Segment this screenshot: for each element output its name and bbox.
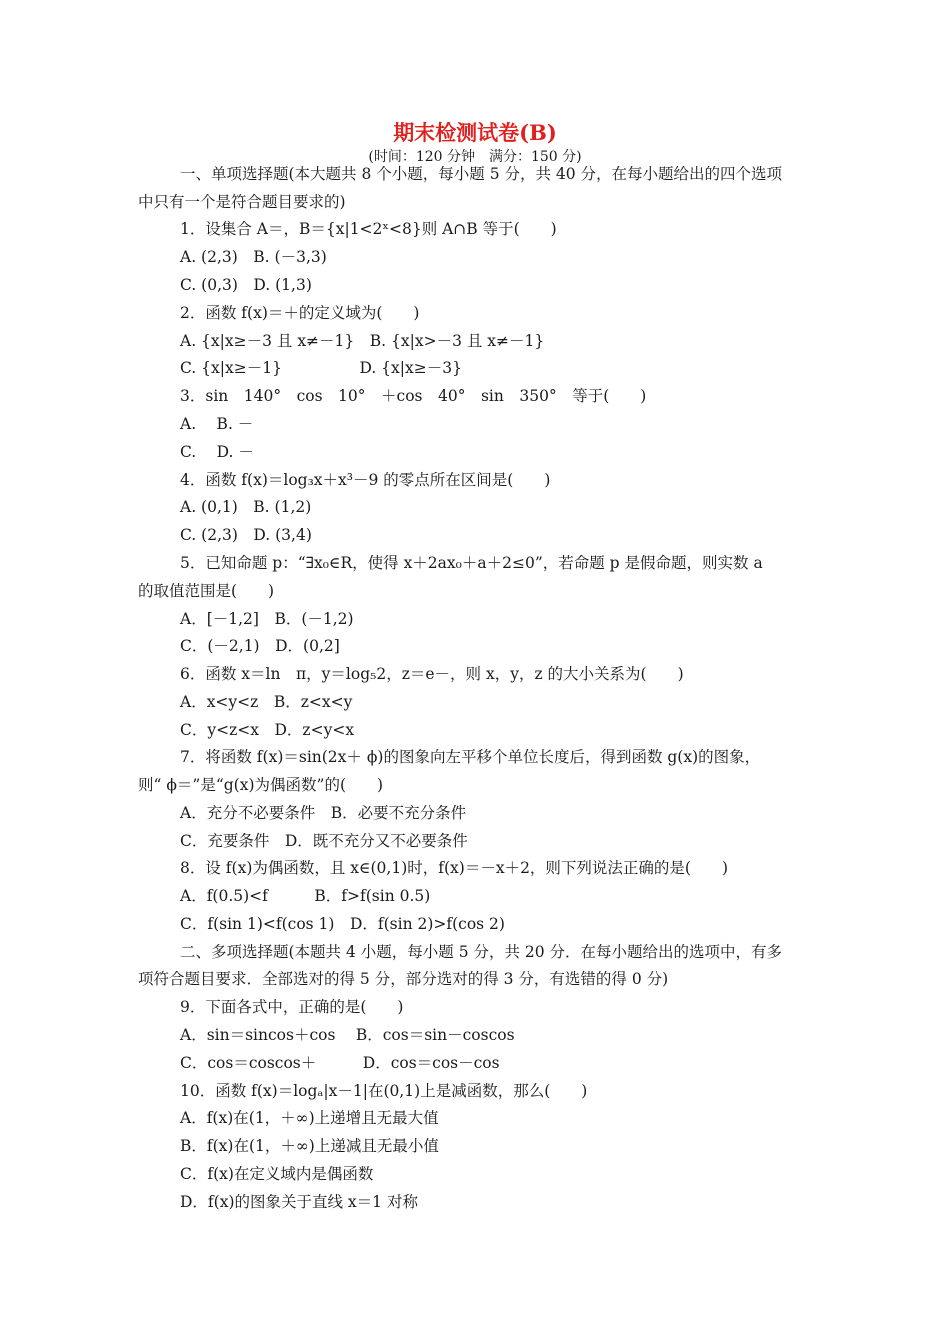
question-3: 3．sin 140° cos 10° ＋cos 40° sin 350° 等于( ) — [180, 387, 647, 405]
q8-options-ab: A．f(0.5)<f B．f>f(sin 0.5) — [180, 887, 431, 905]
question-9: 9．下面各式中，正确的是( ) — [180, 998, 404, 1016]
q3-options-ab: A. B. － — [180, 415, 254, 433]
section-two-heading-cont: 项符合题目要求．全部选对的得 5 分，部分选对的得 3 分，有选错的得 0 分) — [138, 970, 669, 988]
question-7-cont: 则“ ϕ＝”是“g(x)为偶函数”的( ) — [138, 776, 384, 794]
question-5: 5．已知命题 p：“∃x₀∈R，使得 x＋2ax₀＋a＋2≤0”，若命题 p 是假命题，则实数 a — [180, 554, 763, 572]
exam-info: (时间：120 分钟 满分：150 分) — [368, 149, 582, 165]
q6-options-cd: C．y<z<x D．z<y<x — [180, 721, 355, 739]
q6-options-ab: A．x<y<z B．z<x<y — [180, 693, 353, 711]
question-10: 10．函数 f(x)＝logₐ|x－1|在(0,1)上是减函数，那么( ) — [180, 1082, 588, 1100]
q3-options-cd: C. D. － — [180, 443, 254, 461]
page-title: 期末检测试卷(B) — [393, 120, 557, 145]
question-1: 1．设集合 A＝，B＝{x|1<2ˣ<8}则 A∩B 等于( ) — [180, 220, 557, 238]
section-one-heading: 一、单项选择题(本大题共 8 个小题，每小题 5 分，共 40 分，在每小题给出的四个选项 — [180, 165, 783, 183]
q10-option-d: D．f(x)的图象关于直线 x＝1 对称 — [180, 1193, 418, 1211]
q1-options-cd: C. (0,3) D. (1,3) — [180, 276, 312, 294]
q9-options-cd: C．cos＝coscos＋ D．cos＝cos－cos — [180, 1054, 500, 1072]
q10-option-a: A．f(x)在(1，＋∞)上递增且无最大值 — [180, 1109, 439, 1127]
q10-option-b: B．f(x)在(1，＋∞)上递减且无最小值 — [180, 1137, 439, 1155]
q2-options-cd: C. {x|x≥－1} D. {x|x≥－3} — [180, 359, 462, 377]
q9-options-ab: A．sin＝sincos＋cos B．cos＝sin－coscos — [180, 1026, 515, 1044]
q4-options-cd: C. (2,3) D. (3,4) — [180, 526, 312, 544]
question-8: 8．设 f(x)为偶函数，且 x∈(0,1)时，f(x)＝－x＋2，则下列说法正确的是( ) — [180, 859, 729, 877]
q5-options-cd: C．(－2,1) D．(0,2] — [180, 637, 340, 655]
question-6: 6．函数 x＝ln π，y＝log₅2，z＝e－，则 x，y，z 的大小关系为( ) — [180, 665, 684, 683]
q1-options-ab: A. (2,3) B. (－3,3) — [180, 248, 327, 266]
q8-options-cd: C．f(sin 1)<f(cos 1) D．f(sin 2)>f(cos 2) — [180, 915, 505, 933]
question-7: 7．将函数 f(x)＝sin(2x＋ ϕ)的图象向左平移个单位长度后，得到函数 g(x)的图象， — [180, 748, 761, 766]
q7-options-cd: C．充要条件 D．既不充分又不必要条件 — [180, 832, 468, 850]
section-one-heading-cont: 中只有一个是符合题目要求的) — [138, 193, 346, 211]
q5-options-ab: A．[－1,2] B．(－1,2) — [180, 610, 354, 628]
q2-options-ab: A. {x|x≥－3 且 x≠－1} B. {x|x>－3 且 x≠－1} — [180, 332, 545, 350]
question-2: 2．函数 f(x)＝＋的定义域为( ) — [180, 304, 420, 322]
q4-options-ab: A. (0,1) B. (1,2) — [180, 498, 312, 516]
section-two-heading: 二、多项选择题(本题共 4 小题，每小题 5 分，共 20 分．在每小题给出的选项中，有多 — [180, 943, 783, 961]
q7-options-ab: A．充分不必要条件 B．必要不充分条件 — [180, 804, 467, 822]
question-5-cont: 的取值范围是( ) — [138, 582, 275, 600]
question-4: 4．函数 f(x)＝log₃x＋x³－9 的零点所在区间是( ) — [180, 471, 551, 489]
q10-option-c: C．f(x)在定义域内是偶函数 — [180, 1165, 374, 1183]
